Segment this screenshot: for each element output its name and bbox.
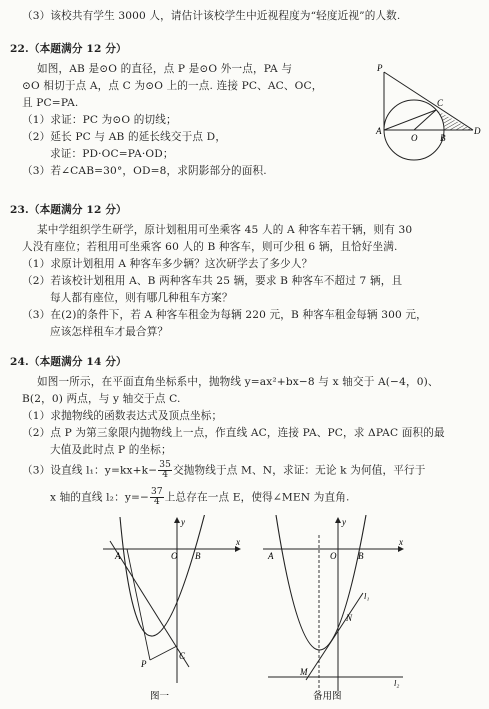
label-c: C xyxy=(437,98,444,108)
backup-figure-caption: 备用图 xyxy=(313,692,342,702)
label-a: A xyxy=(115,551,121,561)
q24-item2-line2: 大值及此时点 P 的坐标； xyxy=(50,444,172,456)
q24-stem-line2: B(2，0) 两点，与 y 轴交于点 C. xyxy=(22,393,181,405)
segment-ac xyxy=(384,110,436,130)
fraction-denominator: 4 xyxy=(162,470,169,480)
label-p: P xyxy=(377,63,383,73)
shaded-region xyxy=(436,110,472,130)
y-axis-arrow-icon xyxy=(174,517,180,523)
q23-item2-line1: （2）若该校计划租用 A、B 两种客车共 25 辆，要求 B 种客车不超过 7 辆，且 xyxy=(22,275,403,287)
fraction-numerator: 35 xyxy=(159,460,172,470)
label-y: y xyxy=(181,517,185,527)
y-axis-arrow-icon xyxy=(335,517,341,523)
q23-header: 23.（本题满分 12 分） xyxy=(10,204,127,216)
label-n: N xyxy=(346,613,353,623)
q24-item2-line1: （2）点 P 为第三象限内抛物线上一点，作直线 AC，连接 PA、PC，求 ΔPAC 面积的最 xyxy=(22,427,445,439)
parabola xyxy=(120,515,207,636)
q24-item3-text-c: x 轴的直线 l₂：y=− xyxy=(50,491,150,504)
q22-item1: （1）求证：PC 为⊙O 的切线； xyxy=(22,114,177,126)
segment-pa xyxy=(127,549,150,660)
q23-item1: （1）求原计划租用 A 种客车多少辆？这次研学去了多少人？ xyxy=(22,258,313,270)
q24-item3-text-b: 交抛物线于点 M、N，求证：无论 k 为何值，平行于 xyxy=(173,464,426,477)
segment-pd xyxy=(384,72,473,130)
q23-item3-line2: 应该怎样租车才最合算？ xyxy=(50,326,169,338)
q22-stem-line2: ⊙O 相切于点 A，点 C 为⊙O 上的一点. 连接 PC、AC、OC， xyxy=(22,80,323,92)
label-l1: l₁ xyxy=(364,591,370,601)
q24-fraction-37-4 xyxy=(150,488,164,507)
label-o: O xyxy=(330,551,337,561)
fraction-denominator: 4 xyxy=(153,497,160,507)
segment-oc xyxy=(414,110,436,130)
q22-header: 22.（本题满分 12 分） xyxy=(10,43,127,55)
parabola xyxy=(276,515,366,650)
q24-fraction-35-4 xyxy=(158,461,172,480)
q24-item3-text-a: （3）设直线 l₁：y=kx+k− xyxy=(22,464,158,477)
label-p: P xyxy=(141,659,147,669)
q24-backup-figure xyxy=(258,515,408,705)
label-b: B xyxy=(440,133,446,143)
q24-item3-text-d: 上总存在一点 E，使得∠MEN 为直角. xyxy=(164,491,350,504)
label-a: A xyxy=(268,551,274,561)
label-b: B xyxy=(195,551,201,561)
q24-header: 24.（本题满分 14 分） xyxy=(10,356,127,368)
q22-stem-line3: 且 PC=PA. xyxy=(22,97,79,109)
q24-item3-line2 xyxy=(50,488,349,507)
q24-figure-1 xyxy=(95,515,245,705)
label-l2: l₂ xyxy=(394,678,400,688)
q22-stem-line1: 如图，AB 是⊙O 的直径，点 P 是⊙O 外一点，PA 与 xyxy=(37,63,293,75)
q23-stem-line2: 人没有座位；若租用可坐乘客 60 人的 B 种客车，则可少租 6 辆，且恰好坐满. xyxy=(22,241,398,253)
label-m: M xyxy=(300,667,308,677)
segment-pc xyxy=(150,646,177,660)
label-a: A xyxy=(376,126,382,136)
q21-item3: （3）该校共有学生 3000 人，请估计该校学生中近视程度为“轻度近视”的人数. xyxy=(22,10,401,22)
label-o: O xyxy=(411,133,418,143)
q23-stem-line1: 某中学组织学生研学，原计划租用可坐乘客 45 人的 A 种客车若干辆，则有 30 xyxy=(37,224,413,236)
q22-circle-tangent-figure xyxy=(370,58,485,168)
q24-item3-line1 xyxy=(22,461,425,480)
label-d: D xyxy=(474,126,481,136)
q24-stem-line1: 如图一所示，在平面直角坐标系中，抛物线 y=ax²+bx−8 与 x 轴交于 A(−4，0)、 xyxy=(37,376,439,388)
label-x: x xyxy=(399,537,403,547)
q22-item2-line2: 求证：PD·OC=PA·OD； xyxy=(50,148,174,160)
q22-item2-line1: （2）延长 PC 与 AB 的延长线交于点 D， xyxy=(22,131,227,143)
line-l1 xyxy=(306,593,363,680)
label-y: y xyxy=(342,517,346,527)
label-b: B xyxy=(358,551,364,561)
fraction-numerator: 37 xyxy=(151,487,163,497)
label-o: O xyxy=(171,551,178,561)
figure-1-caption: 图一 xyxy=(150,692,170,702)
label-c: C xyxy=(179,651,186,661)
q23-item2-line2: 每人都有座位，则有哪几种租车方案？ xyxy=(50,292,233,304)
label-x: x xyxy=(236,537,240,547)
q23-item3-line1: （3）在(2)的条件下，若 A 种客车租金为每辆 220 元，B 种客车租金每辆 300 元， xyxy=(22,309,427,321)
q22-item3: （3）若∠CAB=30°，OD=8，求阴影部分的面积. xyxy=(22,165,267,177)
q24-item1: （1）求抛物线的函数表达式及顶点坐标； xyxy=(22,410,223,422)
